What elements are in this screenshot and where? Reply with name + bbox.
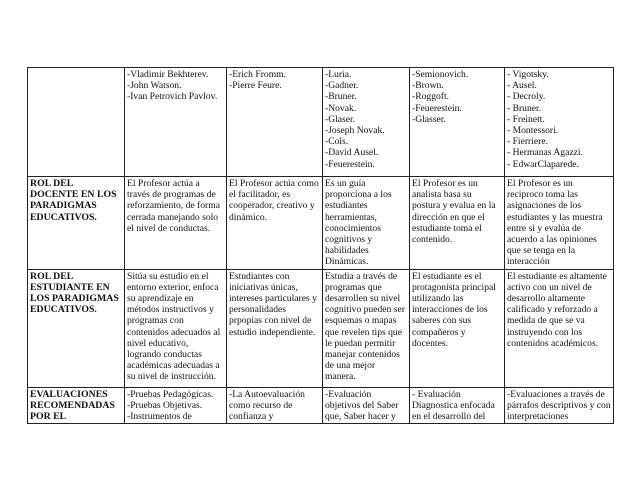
table-cell: El estudiante es altamente activo con un nivel de desarrollo altamente calificado y reforzado a medida de que se va instruyendo con los contenidos académicos. [505, 269, 614, 387]
table-cell: El Profesor es un reciproco toma las asignaciones de los estudiantes y las muestra entre si y evalúa de acuerdo a las opiniones que se tenga en la interacción [505, 177, 614, 270]
table-cell: -Pruebas Pedagógicas. -Pruebas Objetivas. -Instrumentos de [125, 387, 227, 424]
authors-cell [505, 68, 614, 177]
author-name: - EdwarClaparede. [507, 158, 579, 170]
author-name: -David Ausel. [325, 147, 379, 159]
table-cell: Es un guía proporciona a los estudiantes herramientas, conocimientos cognitivos y habilidades Dinámicas. [323, 177, 410, 270]
author-name: - Decroly. [507, 91, 546, 103]
author-name: - Hermanas Agazzi. [507, 147, 583, 159]
author-name: -Vladimir Bekhterev. [127, 69, 209, 80]
author-name: -Joseph Novak. [325, 125, 385, 137]
authors-cell [227, 68, 323, 177]
author-name: -Ivan Petrovich Pavlov. [127, 91, 218, 103]
paradigms-table [27, 67, 614, 424]
table-cell: Estudia a través de programas que desarrollen su nivel cognitivo pueden ser esquemas o mapas que revelen tips que le puedan permitir manejar contenidos de una mejor manera. [323, 269, 410, 387]
authors-cell [323, 68, 410, 177]
authors-cell [125, 68, 227, 177]
author-name: - Ausel. [507, 80, 537, 92]
author-name: -Erich Fromm. [229, 69, 287, 80]
table-cell: - Evaluación Diagnostica enfocada en el desarrollo del [410, 387, 505, 424]
author-name: - Fierriere. [507, 136, 549, 148]
author-name: -Luria. [325, 69, 352, 80]
table-cell: El Profesor actúa a través de programas de reforzamiento, de forma cerrada manejando solo el nivel de conductas. [125, 177, 227, 270]
empty-header-cell [28, 68, 125, 177]
author-name: -Glasser. [412, 113, 446, 125]
author-name: -Brown. [412, 80, 444, 92]
author-name: - Montessori. [507, 125, 559, 137]
author-name: -Bruner. [325, 91, 357, 103]
authors-cell [410, 68, 505, 177]
author-name: -Glaser. [325, 113, 356, 125]
table-cell: -La Autoevaluación como recurso de confianza y [227, 387, 323, 424]
author-name: -Roggoft. [412, 91, 450, 103]
author-name: -Gadner. [325, 80, 359, 92]
table-cell: El Profesor es un analista basa su postura y evalua en la dirección en que el estudiante toma el contenido. [410, 177, 505, 270]
table-cell: Sitúa su estudio en el entorno exterior, enfoca su aprendizaje en métodos instructivos y programas con contenidos adecuados al nivel educativo, logrando conductas académicas adecuadas a su nivel de instrucción. [125, 269, 227, 387]
student-role-row [28, 269, 614, 387]
table-cell: -Evaluación objetivos del Saber que, Saber hacer y [323, 387, 410, 424]
table-cell: El estudiante es el protagonista principal utilizando las interacciones de los saberes con sus compañeros y docentes. [410, 269, 505, 387]
author-name: - Freinett. [507, 113, 545, 125]
teacher-role-row [28, 177, 614, 270]
author-name: - Bruner. [507, 102, 542, 114]
row-header: EVALUACIONES RECOMENDADAS POR EL [28, 387, 125, 424]
author-name: -Feuerestein. [412, 102, 462, 114]
author-name: -Feuerestein. [325, 158, 375, 170]
row-header: ROL DEL ESTUDIANTE EN LOS PARADIGMAS EDUCATIVOS. [28, 269, 125, 387]
evaluations-row [28, 387, 614, 424]
author-name: -Cols. [325, 136, 349, 148]
table-cell: -Evaluaciones a través de párrafos descriptivos y con interpretaciones [505, 387, 614, 424]
table-cell: Estudiantes con iniciativas únicas, intereses particulares y personalidades prpopias con nivel de estudio independiente. [227, 269, 323, 387]
author-name: - Vigotsky. [507, 69, 549, 80]
author-name: -John Watson. [127, 80, 182, 92]
author-name: -Semionovich. [412, 69, 469, 80]
author-name: -Pierre Feure. [229, 80, 282, 92]
table-cell: El Profesor actúa como el facilitador, es cooperador, creativo y dinámico. [227, 177, 323, 270]
author-name: -Novak. [325, 102, 357, 114]
authors-row [28, 68, 614, 177]
row-header: ROL DEL DOCENTE EN LOS PARADIGMAS EDUCATIVOS. [28, 177, 125, 270]
